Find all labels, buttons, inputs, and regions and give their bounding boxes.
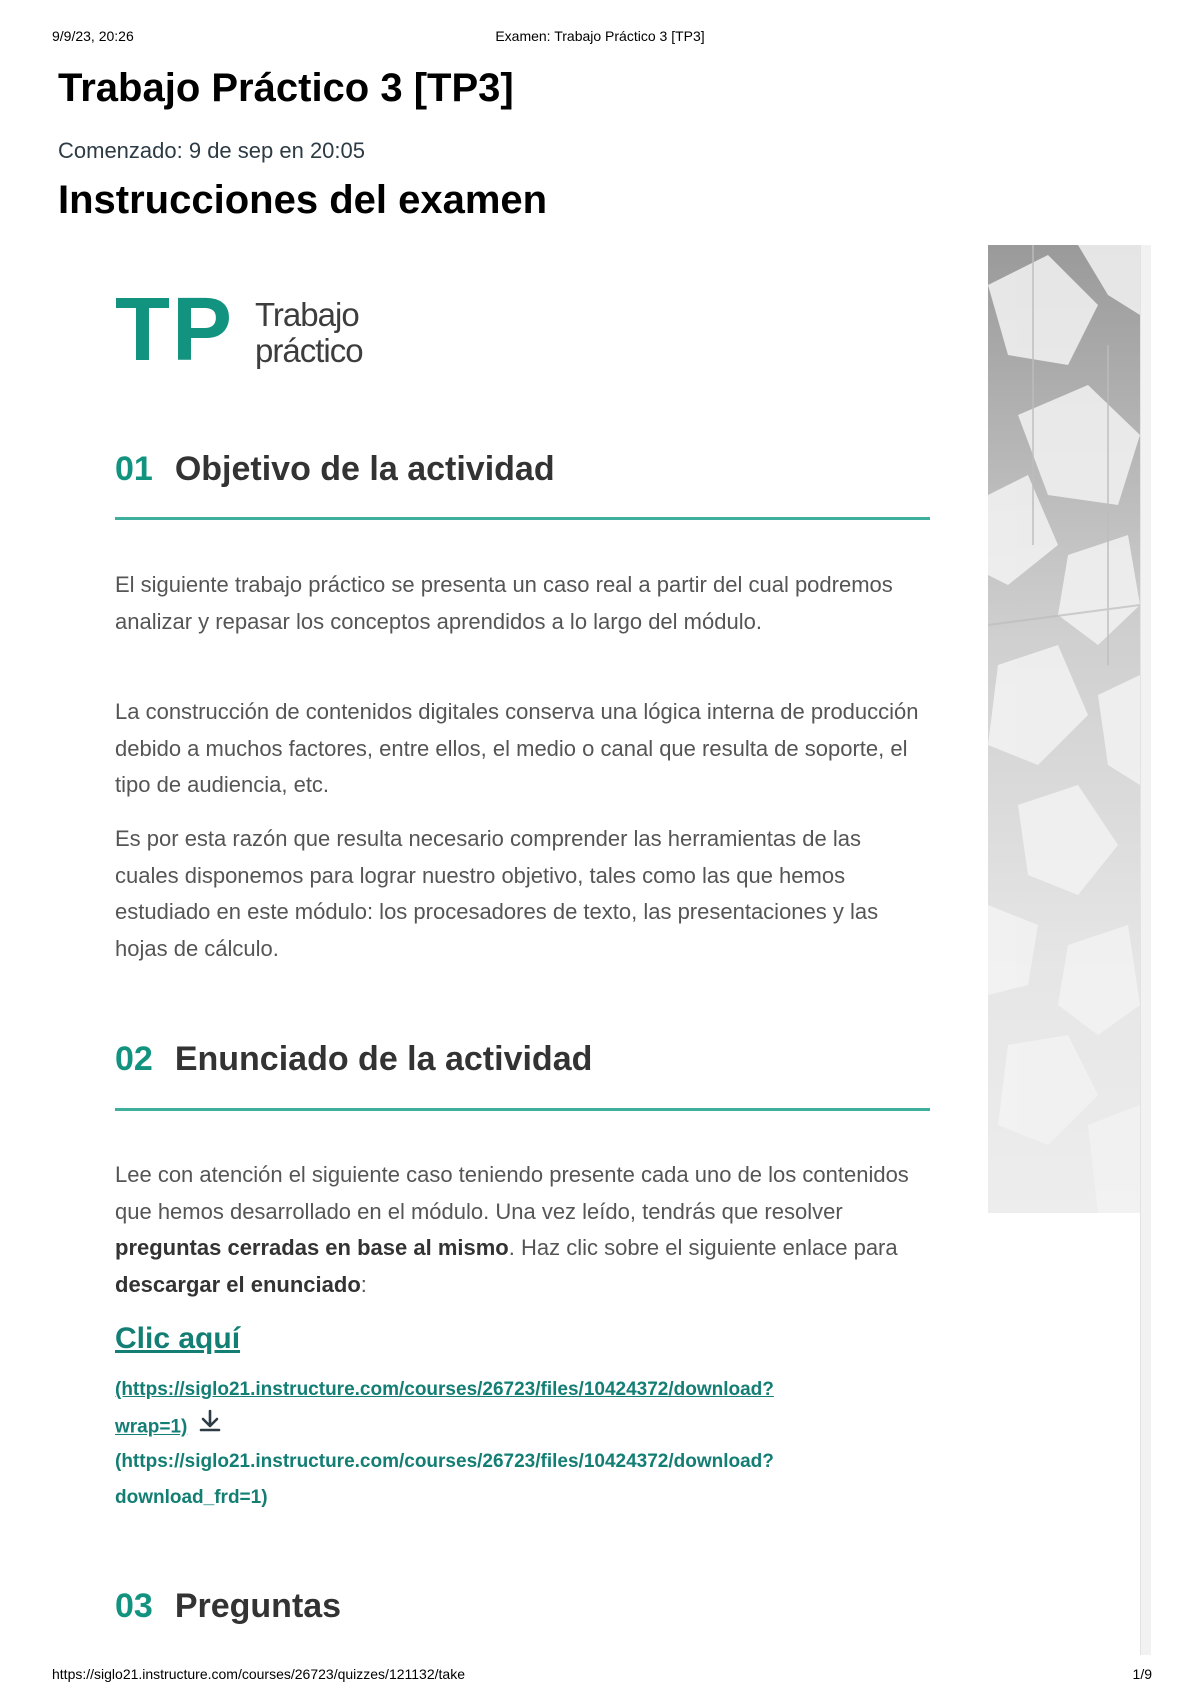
print-url: https://siglo21.instructure.com/courses/26723/quizzes/121132/take: [52, 1666, 465, 1682]
section-number: 03: [115, 1587, 153, 1625]
click-here-link[interactable]: Clic aquí: [115, 1322, 241, 1355]
statement-paragraph: [115, 1157, 925, 1303]
print-title: Examen: Trabajo Práctico 3 [TP3]: [495, 28, 705, 44]
section-number: 01: [115, 450, 153, 488]
statement-text-2: . Haz clic sobre el siguiente enlace para: [508, 1235, 898, 1260]
tp-logo-text: [255, 297, 363, 369]
wrap-url-line-2[interactable]: wrap=1): [115, 1416, 188, 1438]
section-questions-heading: [115, 1587, 930, 1626]
section-statement-heading: [115, 1040, 930, 1079]
objective-paragraph-1: El siguiente trabajo práctico se presenta un caso real a partir del cual podremos analizar y repasar los conceptos aprendidos a lo largo del módulo.: [115, 572, 893, 634]
wrap-url-link[interactable]: [115, 1372, 915, 1447]
download-url-line-1[interactable]: (https://siglo21.instructure.com/courses/26723/files/10424372/download?: [115, 1451, 774, 1472]
download-icon[interactable]: [197, 1408, 223, 1447]
download-url-line-2[interactable]: download_frd=1): [115, 1487, 268, 1508]
page-title: Trabajo Práctico 3 [TP3]: [58, 66, 514, 110]
statement-text-3: :: [360, 1271, 367, 1297]
print-footer: [0, 1666, 1200, 1686]
section-number: 02: [115, 1040, 153, 1078]
section-title: Objetivo de la actividad: [174, 450, 555, 488]
wrap-url-line-1[interactable]: (https://siglo21.instructure.com/courses/26723/files/10424372/download?: [115, 1379, 774, 1400]
section-title: Enunciado de la actividad: [174, 1040, 593, 1078]
statement-bold-1: preguntas cerradas en base al mismo: [115, 1235, 509, 1260]
section-divider: [115, 1108, 930, 1111]
statement-text-1: Lee con atención el siguiente caso teniendo presente cada uno de los contenidos que hemos desarrollado en el módulo. Una vez leído, tendrás que resolver: [115, 1162, 909, 1224]
objective-paragraph-2: La construcción de contenidos digitales conserva una lógica interna de producción debido a muchos factores, entre ellos, el medio o canal que resulta de soporte, el tipo de audiencia, etc.: [115, 699, 919, 797]
scrollbar-track[interactable]: [1140, 245, 1151, 1655]
print-date: 9/9/23, 20:26: [52, 28, 134, 44]
section-divider: [115, 517, 930, 520]
section-objective-heading: [115, 450, 930, 489]
page-number: 1/9: [1132, 1666, 1152, 1682]
decorative-side-image: [988, 245, 1140, 1213]
objective-paragraph-3: Es por esta razón que resulta necesario comprender las herramientas de las cuales disponemos para lograr nuestro objetivo, tales como las que hemos estudiado en este módulo: los procesadores de texto, las presentaciones y las hojas de cálculo.: [115, 826, 879, 961]
statement-bold-2: descargar el enunciado: [115, 1271, 361, 1297]
started-timestamp: Comenzado: 9 de sep en 20:05: [58, 138, 366, 163]
tp-logo: [115, 280, 415, 380]
download-url-link[interactable]: [115, 1444, 915, 1516]
print-header: [0, 28, 1200, 48]
tp-logo-line1: Trabajo: [255, 296, 359, 333]
section-title: Preguntas: [174, 1587, 342, 1625]
instructions-heading: Instrucciones del examen: [58, 178, 548, 222]
tp-logo-line2: práctico: [255, 332, 363, 369]
tp-logo-mark: TP: [115, 280, 235, 380]
